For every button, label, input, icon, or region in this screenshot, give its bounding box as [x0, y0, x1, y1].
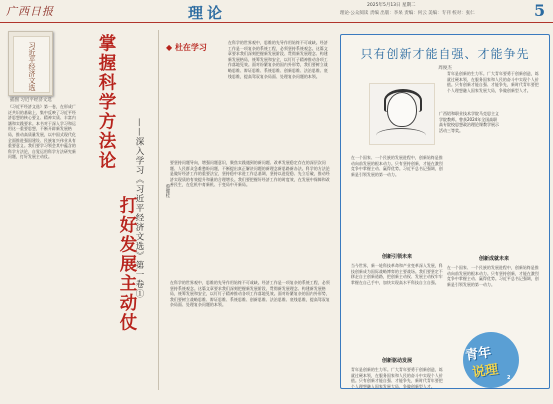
- article-column-middle: 要坚持问题导向，增强问题意识，聚焦实践遇到的新问题、改革发展稳定存在的深层次问题、人民群众急难愁盼问题，不断提出真正解决问题的新理念新思路新办法。科学的方法论是做好经济工作的重要法宝，坚持稳中求进工作总基调，坚持以进促稳、先立后破，推动经济实现质的有效提升和量的合理增长。我们要把握好经济工作的时度效，在发展中保障和改善民生，在危机中育新机、于变局中开新局。: [170, 160, 330, 188]
- main-headline-line2: 打好发展主动仗: [117, 196, 137, 333]
- essay-title: 只有创新才能自强、才能争先: [360, 47, 530, 61]
- issue-date: 2025年5月13日 星期二: [367, 3, 416, 8]
- logo-number: 2: [507, 375, 511, 381]
- logo-text-line1: 青年: [464, 345, 493, 364]
- book-caption: 插图 习近平经济文选: [10, 98, 52, 103]
- section-title: 理论: [188, 4, 227, 22]
- essay-subheading-3: 创新成就未来: [478, 256, 509, 262]
- paper-name: 广西日报: [6, 5, 54, 18]
- article-column-top: 在科学的世界观中，思维的先导作用始终不可或缺。经济工作是一项复杂的系统工程，必须坚持系统观念。这篇文章要求我们深刻把握新发展阶段、贯彻新发展理念、构建新发展格局，统筹发展和安全，以钉钉子精神推动各项工作落地见效。面对纷繁复杂的国内外形势，我们要树立战略思维、辩证思维、系统思维、创新思维、法治思维、底线思维，提高驾驭复杂局面、处理复杂问题的本领。: [228, 40, 328, 79]
- author-portrait: [369, 83, 435, 145]
- essay-subheading-2: 创新驱动发展: [381, 358, 412, 364]
- author-bio: 广西铝和职业技术学院马克思主义学院教师。曾获2024年全国高职高专院校思想政治理论课教学展示活动三等奖。: [439, 111, 499, 133]
- page-number: 5: [534, 1, 546, 20]
- logo-text-line2: 说理: [471, 362, 500, 381]
- book-cover-title: 习近平经济文选: [28, 42, 36, 91]
- essay-paragraph-1: 在一个国家、一个民族的发展进程中，创新始终是推动向前发展的根本动力。只有坚持创新，才能在激烈竞争中掌握主动、赢得优势。习近平总书记强调，创新是引领发展的第一动力。: [351, 155, 443, 177]
- article-column-bottom: 在科学的世界观中，思维的先导作用始终不可或缺。经济工作是一项复杂的系统工程，必须坚持系统观念。这篇文章要求我们深刻把握新发展阶段、贯彻新发展理念、构建新发展格局，统筹发展和安全，以钉钉子精神推动各项工作落地见效。面对纷繁复杂的国内外形势，我们要树立战略思维、辩证思维、系统思维、创新思维、法治思维、底线思维，提高驾驭复杂局面、处理复杂问题的本领。: [170, 280, 330, 308]
- portrait-shoulders: [376, 128, 426, 143]
- essay-paragraph-2: 当今世界，新一轮科技革命和产业变革深入发展，科技创新成为国际战略博弈的主要战场。我们要坚定不移走自主创新道路，把创新主动权、发展主动权牢牢掌握在自己手中，加快实现高水平科技自立自强。: [351, 263, 443, 285]
- column-tag: ◆ 杜在学习: [166, 42, 207, 52]
- essay-box: [340, 34, 550, 389]
- editor-credits: 理论·公众阅读 责编 出版：李杲 责编：何云 美编：专刊 校对：张仁: [340, 11, 475, 16]
- essay-paragraph-2b: 青年是创新的生力军。广大青年要勇于创新创造，练就过硬本领，在服务国家和人民的奋斗中实现个人价值。只有创新才能自强、才能争先，新时代青年要把个人理想融入国家发展大局，争做创新型人才。: [351, 367, 443, 389]
- essay-paragraph-4: 在一个国家、一个民族的发展进程中，创新始终是推动向前发展的根本动力。只有坚持创新，才能在激烈竞争中掌握主动、赢得优势。习近平总书记强调，创新是引领发展的第一动力。: [447, 265, 539, 287]
- main-headline-line1: 掌握科学方法论: [96, 34, 116, 171]
- headline-subtitle: ——深入学习《习近平经济文选》第一卷①: [134, 118, 144, 299]
- essay-paragraph-3: 青年是创新的生力军。广大青年要勇于创新创造，练就过硬本领，在服务国家和人民的奋斗中实现个人价值。只有创新才能自强、才能争先，新时代青年要把个人理想融入国家发展大局，争做创新型人才。: [447, 71, 539, 93]
- essay-byline: 周俊杰: [438, 66, 452, 71]
- author-name: 蔡健桂: [165, 184, 170, 198]
- masthead: [0, 0, 553, 23]
- essay-subheading-1: 创新引领未来: [381, 254, 412, 260]
- portrait-face: [387, 92, 417, 127]
- book-cover-image: [8, 31, 53, 96]
- column-divider: [158, 30, 159, 390]
- left-column-text: 《习近平经济文选》第一卷，在形成广泛共识的基础上，集中反映了习近平经济思想的核心要义、精神实质、丰富内涵和实践要求。本书对于深入学习和运用这一重要思想，不断开辟新发展格局，推动高质量发展，以中国式现代化全面推进强国建设、民族复兴伟业具有重要意义。我们要学习领会其中蕴含的科学方法论，自觉运用科学方法研究新问题，打好发展主动仗。: [8, 104, 76, 160]
